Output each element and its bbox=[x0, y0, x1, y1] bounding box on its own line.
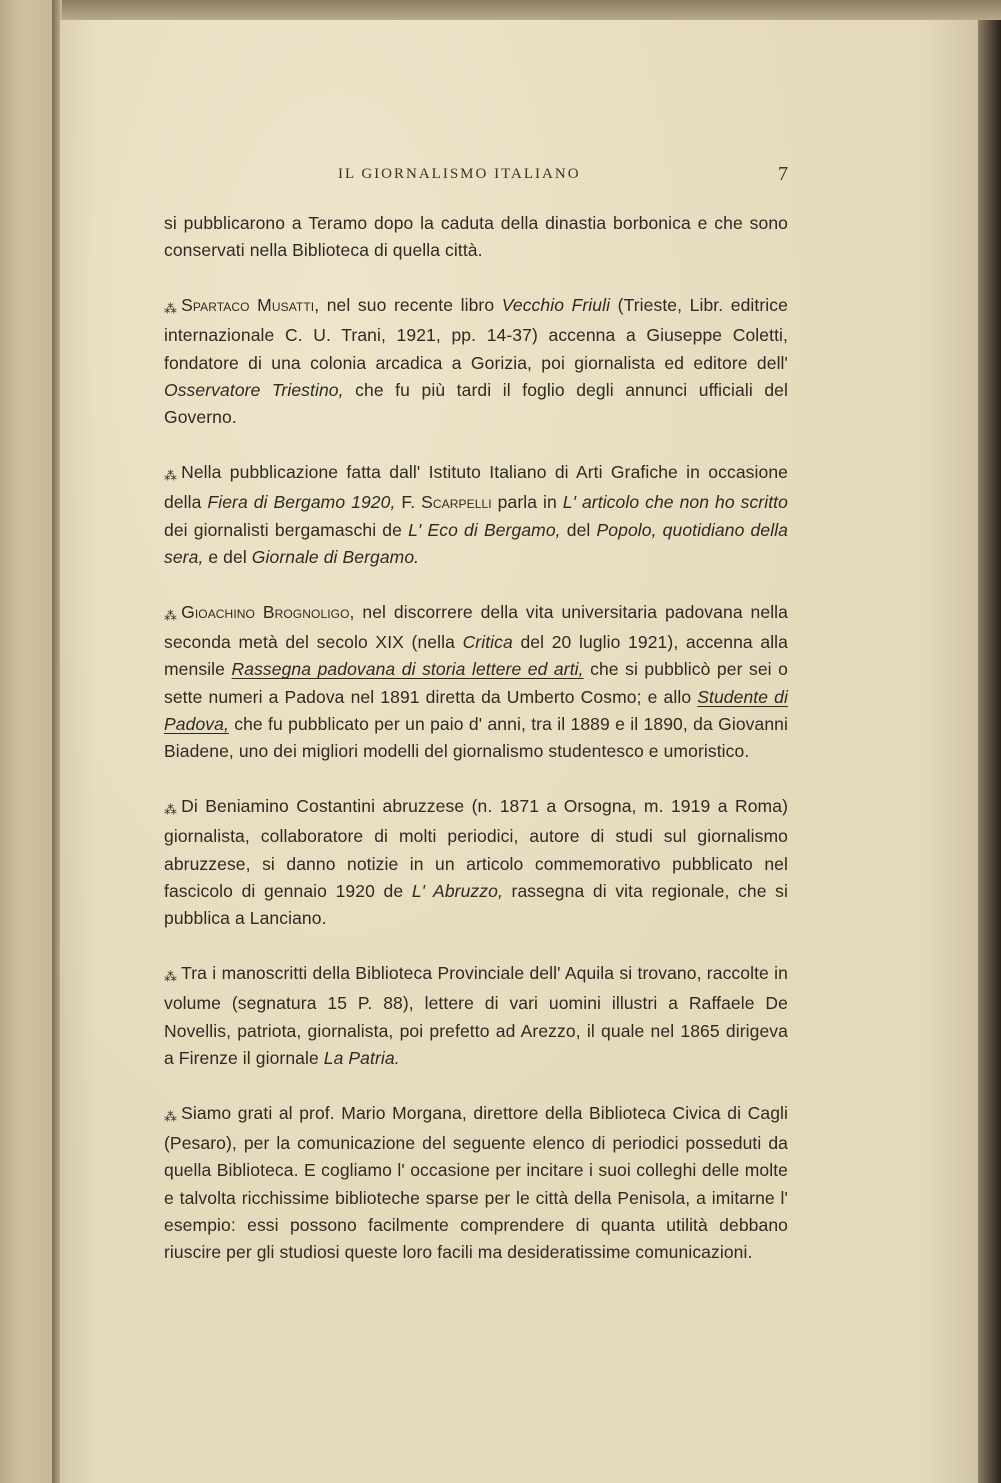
asterism-icon: ⁂ bbox=[164, 607, 178, 623]
paragraph-costantini bbox=[164, 793, 788, 932]
paragraph-text: , nel discorrere della vita universitaria padovana nella seconda metà del secolo XIX (nella bbox=[164, 601, 788, 653]
paragraph-text: Nella pubblicazione fatta dall' Istituto Italiano di Arti Grafiche in occasione della bbox=[164, 462, 788, 513]
facing-page-edge bbox=[0, 0, 56, 1483]
asterism-icon: ⁂ bbox=[164, 969, 178, 985]
periodical-title: L' Abruzzo, bbox=[411, 880, 503, 901]
paragraph-text: del 20 luglio 1921), accenna alla mensile bbox=[164, 632, 788, 680]
paragraph-text: , nel suo recente libro bbox=[314, 295, 502, 316]
periodical-title: Critica bbox=[462, 632, 513, 653]
paragraph-text: Siamo grati al prof. Mario Morgana, direttore della Biblioteca Civica di Cagli (Pesaro), per la comunicazione del seguente elenco di periodici posseduti da quella Biblioteca. E cogliamo l' occasione per incitare i suoi colleghi delle molte e talvolta ricchissime biblioteche sparse per le città della Penisola, a imitarne l' esempio: essi possono facilmente comprendere di quanta utilità debbano riuscire per gli studiosi queste loro facili ma desideratissime comunicazioni. bbox=[164, 1102, 788, 1263]
scan-top-edge bbox=[0, 0, 1001, 22]
paragraph-text: (Trieste, Libr. editrice internazionale C. U. Trani, 1921, pp. 14-37) accenna a Giuseppe Coletti, fondatore di una colonia arcadica a Gorizia, poi giornalista ed editore dell' bbox=[164, 295, 788, 373]
asterism-icon: ⁂ bbox=[164, 1108, 178, 1124]
paragraph-text: che fu più tardi il foglio degli annunci ufficiali del Governo. bbox=[164, 379, 788, 428]
author-name: Scarpelli bbox=[421, 492, 492, 513]
paragraph-text: parla in bbox=[491, 492, 563, 513]
book-page bbox=[60, 20, 978, 1483]
paragraph-text: rassegna di vita regionale, che si pubblica a Lanciano. bbox=[164, 880, 788, 929]
paragraph-text: Tra i manoscritti della Biblioteca Provinciale dell' Aquila si trovano, raccolte in volume (segnatura 15 P. 88), lettere di vari uomini illustri a Raffaele De Novellis, patriota, giornalista, poi prefetto ad Arezzo, il quale nel 1865 dirigeva a Firenze il giornale bbox=[164, 963, 788, 1068]
asterism-icon: ⁂ bbox=[164, 802, 178, 818]
paragraph-text: F. bbox=[395, 492, 422, 513]
periodical-title: Rassegna padovana di storia lettere ed arti, bbox=[231, 659, 584, 680]
paragraph-text: che fu pubblicato per un paio d' anni, tra il 1889 e il 1890, da Giovanni Biadene, uno dei migliori modelli del giornalismo studentesco e umoristico. bbox=[164, 713, 788, 762]
author-name: Gioachino Brognoligo bbox=[181, 601, 350, 622]
paragraph-text: si pubblicarono a Teramo dopo la caduta della dinastia borbonica e che sono conservati nella Biblioteca di quella città. bbox=[164, 213, 788, 261]
periodical-title: L' Eco di Bergamo, bbox=[408, 519, 561, 540]
page-number: 7 bbox=[778, 163, 788, 185]
paragraph-text: dei giornalisti bergamaschi de bbox=[164, 519, 409, 540]
paragraph-morgana bbox=[164, 1100, 788, 1267]
periodical-title: Studente di Padova, bbox=[164, 686, 788, 734]
periodical-title: Osservatore Triestino, bbox=[164, 379, 344, 400]
periodical-title: La Patria. bbox=[323, 1047, 400, 1068]
article-title: L' articolo che non ho scritto bbox=[562, 492, 788, 513]
paragraph-text: e del bbox=[203, 546, 252, 567]
author-name: Spartaco Musatti bbox=[181, 295, 315, 316]
body-text bbox=[164, 210, 788, 1294]
paragraph-text: Di Beniamino Costantini abruzzese (n. 1871 a Orsogna, m. 1919 a Roma) giornalista, collaboratore di molti periodici, autore di studi sul giornalismo abruzzese, si danno notizie in un articolo commemorativo pubblicato nel fascicolo di gennaio 1920 de bbox=[164, 796, 788, 901]
paragraph-continued bbox=[164, 210, 788, 265]
page-header bbox=[60, 163, 978, 190]
book-title: Vecchio Friuli bbox=[501, 295, 611, 316]
running-title: IL GIORNALISMO ITALIANO bbox=[338, 166, 581, 182]
periodical-title: Popolo, quotidiano della sera, bbox=[164, 519, 789, 567]
publication-title: Fiera di Bergamo 1920, bbox=[207, 492, 396, 513]
paragraph-text: che si pubblicò per sei o sette numeri a Padova nel 1891 diretta da Umberto Cosmo; e allo bbox=[164, 659, 788, 707]
paragraph-manoscritti bbox=[164, 960, 788, 1072]
asterism-icon: ⁂ bbox=[164, 301, 178, 317]
paragraph-musatti bbox=[164, 292, 788, 431]
periodical-title: Giornale di Bergamo. bbox=[251, 546, 420, 567]
paragraph-text: del bbox=[560, 519, 597, 540]
paragraph-scarpelli bbox=[164, 459, 788, 571]
asterism-icon: ⁂ bbox=[164, 468, 178, 484]
paragraph-brognoligo bbox=[164, 599, 788, 766]
scan-right-edge bbox=[975, 20, 1001, 1483]
